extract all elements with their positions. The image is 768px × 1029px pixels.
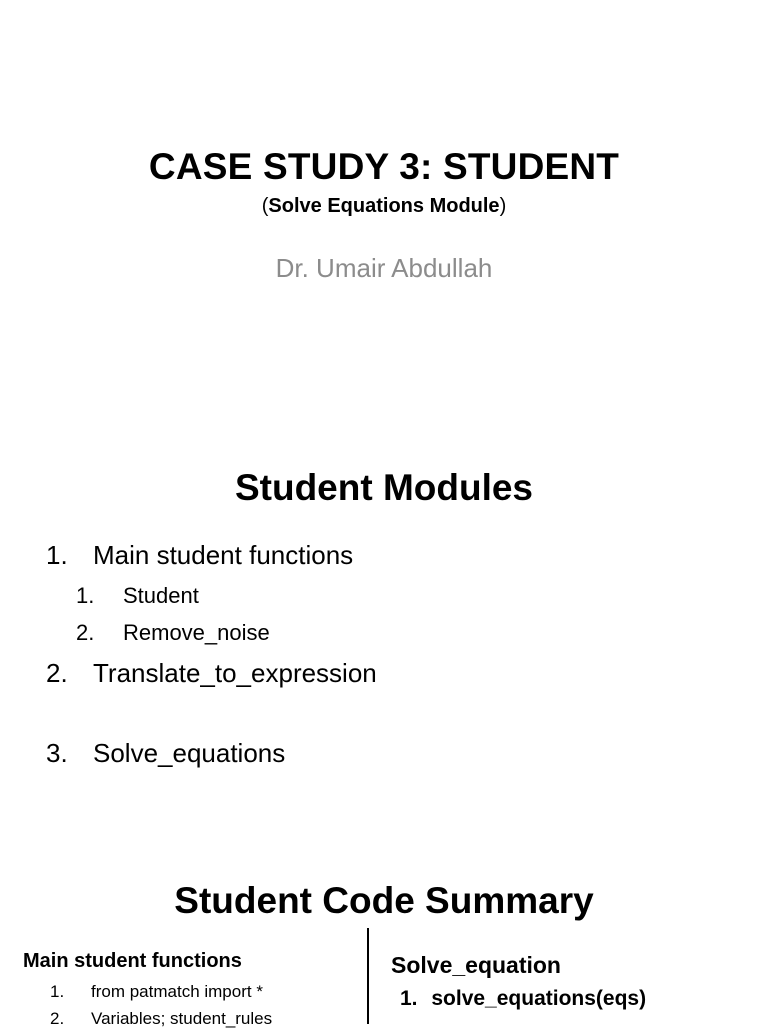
list-item-label: Remove_noise (123, 620, 270, 645)
list-item-number: 1. (76, 583, 95, 608)
slide1-subtitle (0, 195, 768, 218)
list-item-label: Solve_equations (93, 738, 286, 768)
list-item-label: Variables; student_rules (91, 1009, 273, 1028)
list-item-label: solve_equations(eqs) (431, 987, 647, 1010)
list-item-label: from patmatch import * (91, 982, 263, 1001)
slide1-title: CASE STUDY 3: STUDENT (148, 146, 620, 187)
list-item-label: Student (123, 583, 199, 608)
column-divider (367, 928, 369, 1024)
list-item-number: 2. (46, 658, 68, 688)
left-column-heading: Main student functions (23, 950, 242, 972)
list-item-label: Main student functions (93, 540, 354, 570)
list-item (400, 987, 646, 1011)
right-column-heading: Solve_equation (391, 952, 561, 978)
list-item-number: 1. (46, 540, 68, 570)
subtitle-close-paren: ) (499, 195, 507, 217)
list-item-number: 2. (50, 1009, 65, 1028)
list-item-number: 3. (46, 738, 68, 768)
list-item-number: 1. (400, 987, 418, 1010)
list-item-label: Translate_to_expression (93, 658, 377, 688)
slide1-author: Dr. Umair Abdullah (275, 253, 493, 283)
subtitle-text: Solve Equations Module (268, 195, 500, 217)
list-item-number: 1. (50, 982, 65, 1001)
slide3-title: Student Code Summary (174, 880, 594, 921)
subtitle-open-paren: ( (261, 195, 269, 217)
slide2-title: Student Modules (234, 467, 534, 508)
list-item-number: 2. (76, 620, 95, 645)
